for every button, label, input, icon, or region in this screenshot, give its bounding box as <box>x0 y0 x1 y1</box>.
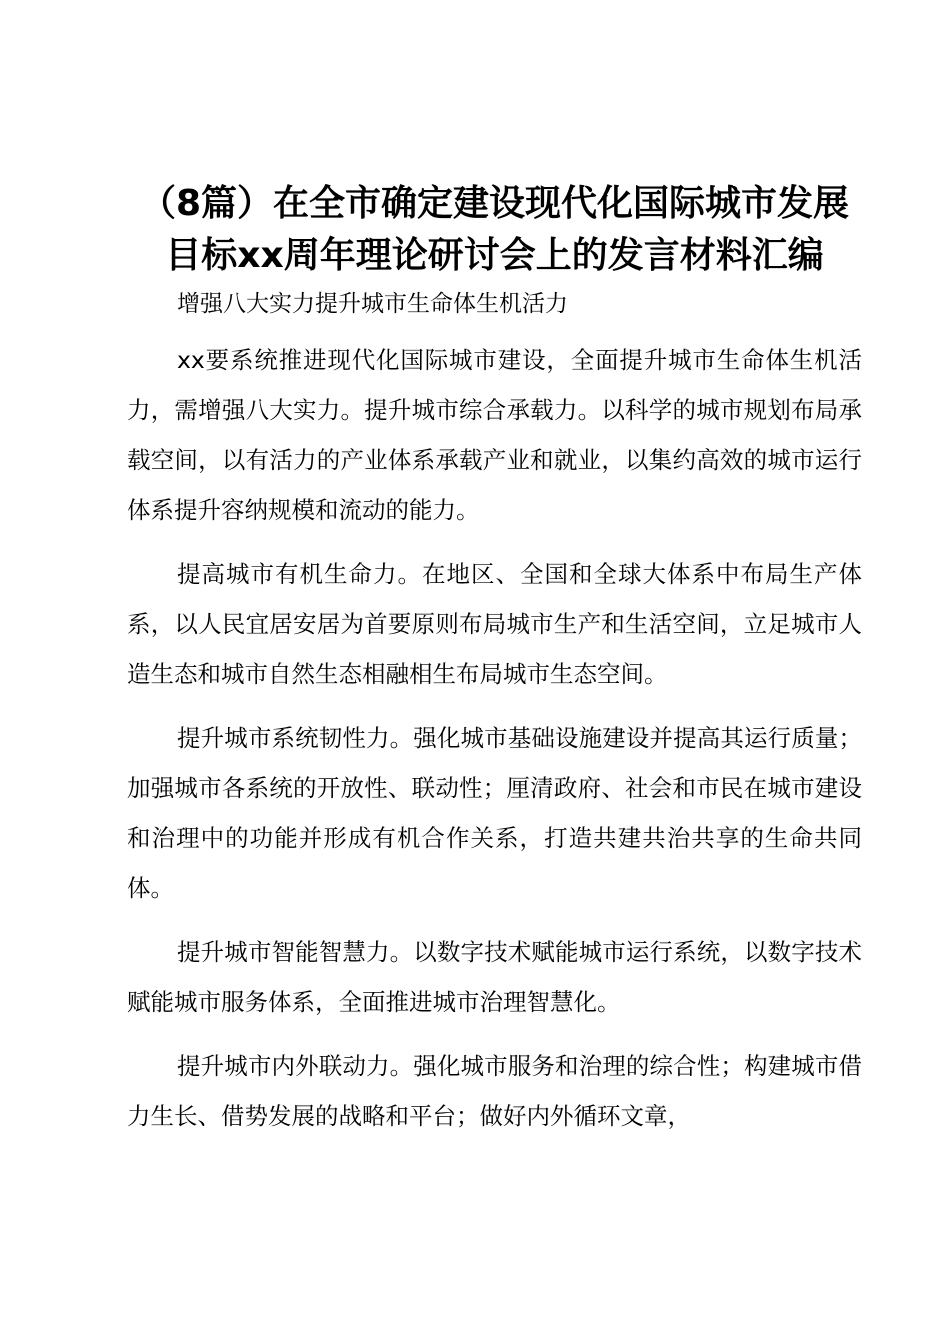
paragraph-4: 提升城市智能智慧力。以数字技术赋能城市运行系统，以数字技术赋能城市服务体系，全面推进城市治理智慧化。 <box>127 938 862 1016</box>
document-subtitle: 增强八大实力提升城市生命体生机活力 <box>177 291 568 317</box>
document-title: （8篇）在全市确定建设现代化国际城市发展目标xx周年理论研讨会上的发言材料汇编 <box>139 183 850 276</box>
document-page <box>127 178 862 1141</box>
paragraph-5: 提升城市内外联动力。强化城市服务和治理的综合性；构建城市借力生长、借势发展的战略和平台；做好内外循环文章， <box>127 1052 862 1130</box>
paragraph-1: xx要系统推进现代化国际城市建设，全面提升城市生命体生机活力，需增强八大实力。提升城市综合承载力。以科学的城市规划布局承载空间，以有活力的产业体系承载产业和就业，以集约高效的城市运行体系提升容纳规模和流动的能力。 <box>127 346 862 524</box>
paragraph-2: 提高城市有机生命力。在地区、全国和全球大体系中布局生产体系，以人民宜居安居为首要原则布局城市生产和生活空间，立足城市人造生态和城市自然生态相融相生布局城市生态空间。 <box>127 560 862 688</box>
paragraph-3: 提升城市系统韧性力。强化城市基础设施建设并提高其运行质量；加强城市各系统的开放性、联动性；厘清政府、社会和市民在城市建设和治理中的功能并形成有机合作关系，打造共建共治共享的生命共同体。 <box>127 724 862 902</box>
